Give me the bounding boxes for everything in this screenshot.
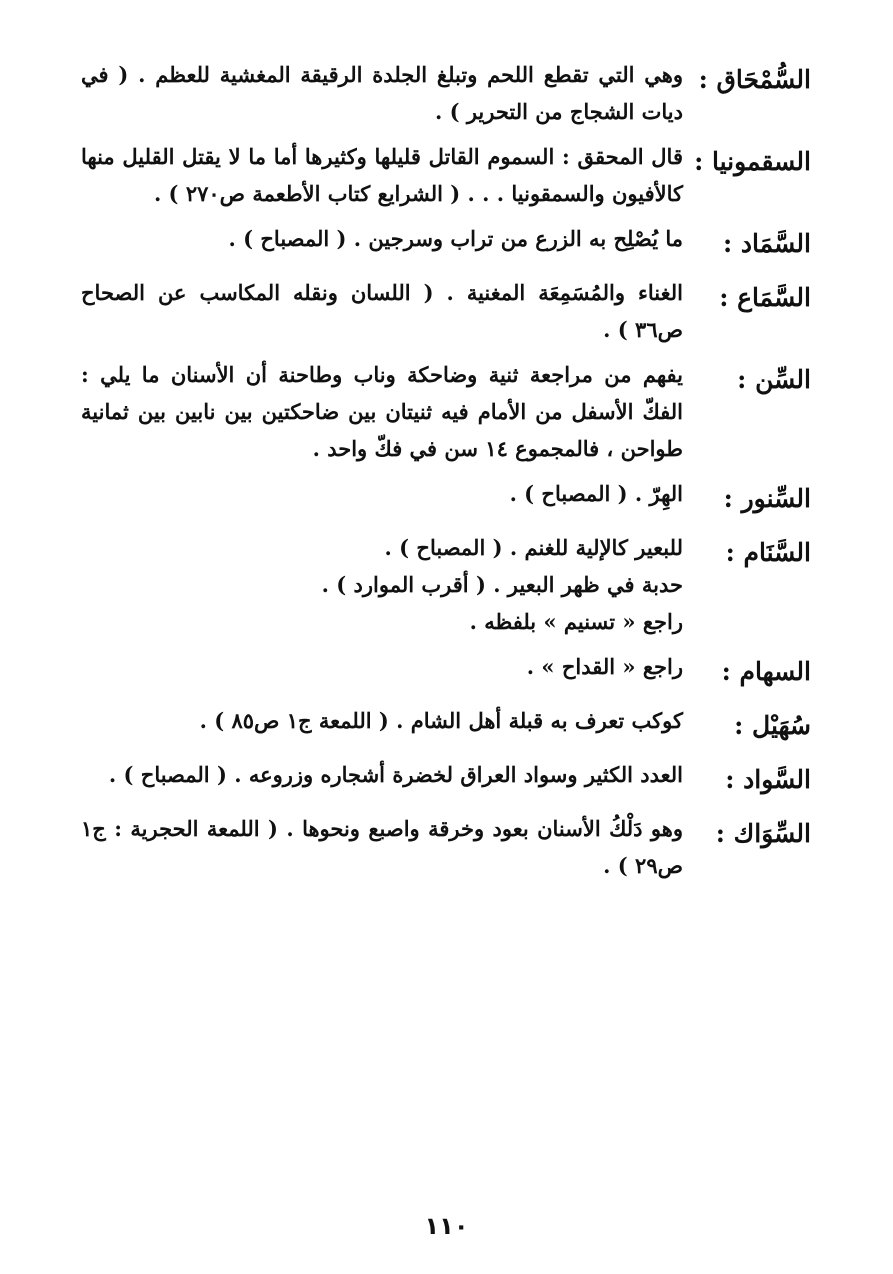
entry-definition (81, 274, 683, 348)
entry-term: السِّوَاك : (715, 819, 811, 848)
entry-definition (81, 702, 683, 748)
glossary-entry (81, 475, 811, 521)
entry-term: السَّنَام : (725, 538, 811, 567)
glossary-entry (81, 138, 811, 212)
entry-term: السِّن : (737, 365, 811, 394)
definition-line: للبعير كالإلية للغنم . ( المصباح ) . (384, 535, 683, 560)
entry-definition (81, 220, 683, 266)
glossary-entry (81, 220, 811, 266)
definition-line: وهي التي تقطع اللحم وتبلغ الجلدة الرقيقة المغشية للعظم . ( في ديات الشجاج من التحرير ) . (81, 62, 683, 124)
page-number: ١١٠ (424, 1212, 469, 1240)
entry-term: السُّمْحَاق : (698, 65, 811, 94)
entry-term: سُهَيْل : (734, 711, 811, 740)
definition-line: الهِرّ . ( المصباح ) . (509, 481, 683, 506)
definition-line: راجع « القداح » . (526, 654, 683, 679)
definition-line: حدبة في ظهر البعير . ( أقرب الموارد ) . (321, 572, 683, 597)
definition-line: راجع « تسنيم » بلفظه . (469, 609, 683, 634)
glossary-entry (81, 648, 811, 694)
glossary-entry (81, 529, 811, 640)
entry-term: السقمونيا : (694, 147, 811, 176)
entry-term: السَّمَاع : (719, 283, 811, 312)
entry-term: السَّواد : (725, 765, 811, 794)
glossary-entry (81, 356, 811, 467)
glossary-entry (81, 702, 811, 748)
entry-term: السهام : (721, 657, 811, 686)
entry-definition (81, 756, 683, 802)
definition-line: كوكب تعرف به قبلة أهل الشام . ( اللمعة ج١ ص٨٥ ) . (199, 708, 683, 733)
entry-definition (81, 138, 683, 212)
entry-term: السِّنور : (723, 484, 811, 513)
entry-definition (81, 810, 683, 884)
glossary-entry (81, 274, 811, 348)
definition-line: وهو دَلْكُ الأسنان بعود وخرقة واصبع ونحوها . ( اللمعة الحجرية : ج١ ص٢٩ ) . (81, 816, 683, 878)
entry-term: السَّمَاد : (722, 229, 811, 258)
entry-definition (81, 56, 683, 130)
glossary-entry (81, 56, 811, 130)
definition-line: الغناء والمُسَمِعَة المغنية . ( اللسان ونقله المكاسب عن الصحاح ص٣٦ ) . (81, 280, 683, 342)
definition-line: يفهم من مراجعة ثنية وضاحكة وناب وطاحنة أن الأسنان ما يلي : الفكّ الأسفل من الأمام فيه ثنيتان بين ضاحكتين بين نابين بين ثمانية طواحن ، فالمجموع ١٤ سن في فكّ واحد . (81, 362, 683, 461)
definition-line: العدد الكثير وسواد العراق لخضرة أشجاره وزروعه . ( المصباح ) . (108, 762, 683, 787)
entry-definition (81, 356, 683, 467)
glossary-entry (81, 810, 811, 884)
definition-line: ما يُصْلِح به الزرع من تراب وسرجين . ( المصباح ) . (228, 226, 683, 251)
entry-definition (81, 475, 683, 521)
definition-line: قال المحقق : السموم القاتل قليلها وكثيرها أما ما لا يقتل القليل منها كالأفيون والسمقونيا . . . ( الشرايع كتاب الأطعمة ص٢٧٠ ) . (81, 144, 683, 206)
entry-definition (81, 648, 683, 694)
entry-definition (81, 529, 683, 640)
glossary-page (81, 56, 811, 892)
glossary-entry (81, 756, 811, 802)
